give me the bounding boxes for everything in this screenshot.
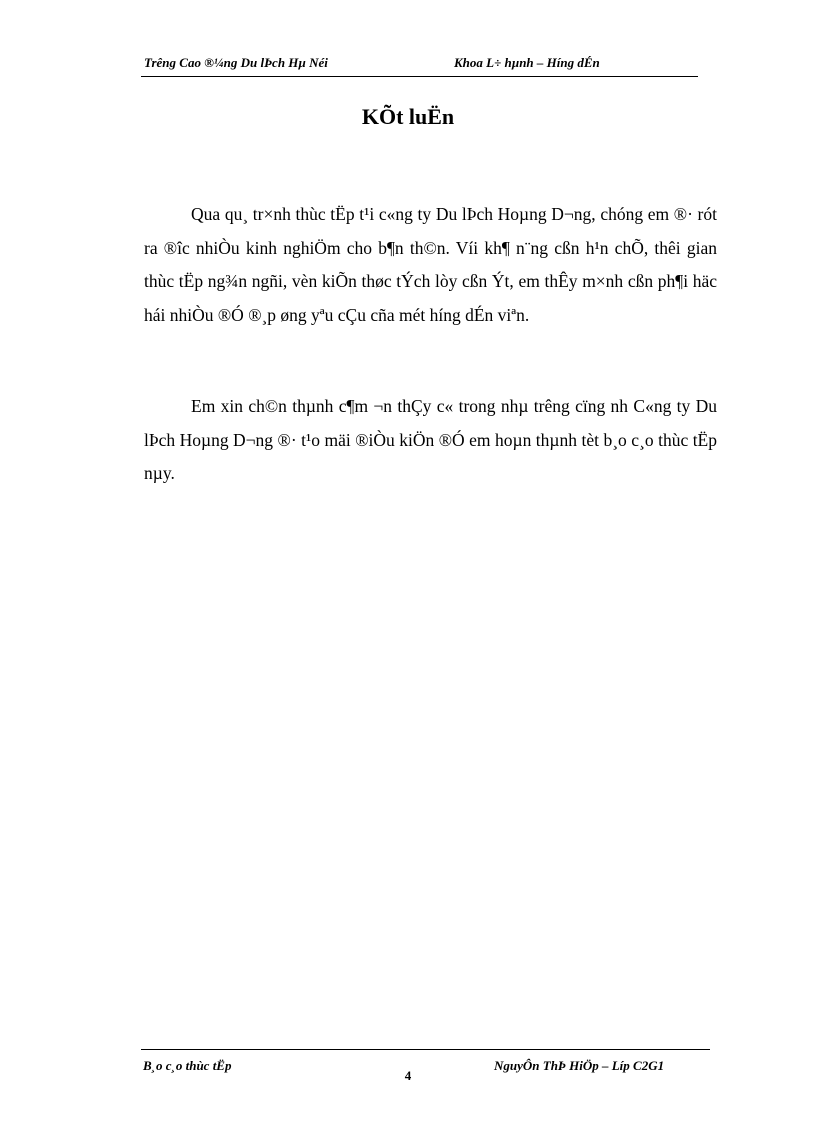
body-paragraph-2: Em xin ch©n thµnh c¶m ¬n thÇy c« trong nhµ trêng cïng nh C«ng ty Du lÞch Hoµng D¬ng ®· t¹o mäi ®iÒu kiÖn ®Ó em hoµn thµnh tèt b¸o c¸o thùc tËp nµy.	[144, 396, 717, 483]
header-school-name: Trêng Cao ®¼ng Du lÞch Hµ Néi	[144, 55, 328, 70]
footer-author: NguyÔn ThÞ HiÖp – Líp C2G1	[494, 1058, 665, 1073]
header-department: Khoa L÷ hµnh – Híng dÉn	[454, 55, 600, 70]
header-divider	[141, 76, 698, 77]
footer-divider	[141, 1049, 710, 1050]
page-number: 4	[404, 1068, 412, 1083]
body-paragraph-1: Qua qu¸ tr×nh thùc tËp t¹i c«ng ty Du lÞch Hoµng D¬ng, chóng em ®· rót ra ®îc nhiÒu kinh nghiÖm cho b¶n th©n. Víi kh¶ n¨ng cßn h¹n chÕ, thêi gian thùc tËp ng¾n ngñi, vèn kiÕn thøc tÝch lòy cßn Ýt, em thÊy m×nh cßn ph¶i häc hái nhiÒu ®Ó ®¸p øng yªu cÇu cña mét híng dÉn viªn.	[144, 204, 717, 325]
page-title: KÕt luËn	[361, 104, 455, 129]
footer-report-title: B¸o c¸o thùc tËp	[143, 1058, 232, 1073]
